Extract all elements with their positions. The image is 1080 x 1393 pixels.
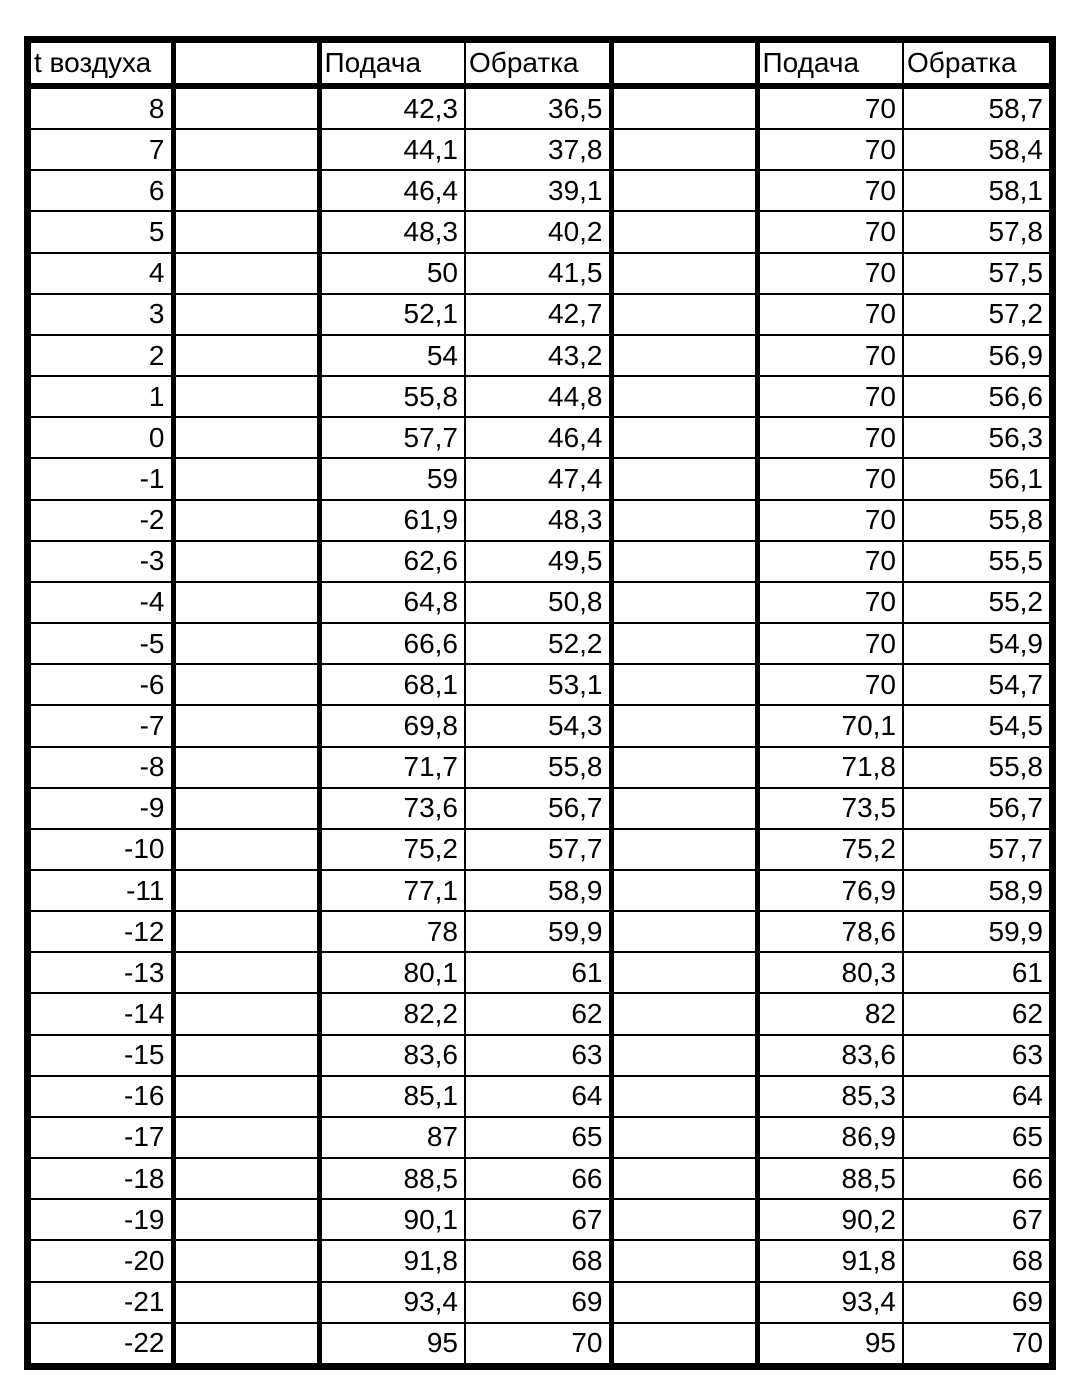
cell-return-1[interactable]: 42,7 bbox=[465, 294, 611, 335]
cell-air-temp[interactable]: -17 bbox=[31, 1117, 173, 1158]
cell-empty-2[interactable] bbox=[611, 664, 757, 705]
cell-empty-1[interactable] bbox=[173, 417, 319, 458]
cell-empty-2[interactable] bbox=[611, 623, 757, 664]
table-row bbox=[31, 1158, 1049, 1199]
cell-empty-2[interactable] bbox=[611, 582, 757, 623]
cell-return-1[interactable]: 70 bbox=[465, 1323, 611, 1363]
cell-return-2[interactable]: 56,1 bbox=[903, 458, 1049, 499]
cell-empty-1[interactable] bbox=[173, 1158, 319, 1199]
cell-return-2[interactable]: 58,7 bbox=[903, 86, 1049, 129]
table-row bbox=[31, 664, 1049, 705]
cell-supply-2[interactable]: 70 bbox=[757, 86, 903, 129]
cell-return-2[interactable]: 58,9 bbox=[903, 870, 1049, 911]
cell-supply-1[interactable]: 80,1 bbox=[319, 952, 465, 993]
cell-air-temp[interactable]: -7 bbox=[31, 705, 173, 746]
cell-air-temp[interactable]: -19 bbox=[31, 1199, 173, 1240]
cell-return-1[interactable]: 64 bbox=[465, 1076, 611, 1117]
cell-supply-1[interactable]: 87 bbox=[319, 1117, 465, 1158]
table-row bbox=[31, 623, 1049, 664]
header-row bbox=[31, 43, 1049, 86]
cell-empty-1[interactable] bbox=[173, 129, 319, 170]
cell-empty-2[interactable] bbox=[611, 870, 757, 911]
cell-supply-1[interactable]: 77,1 bbox=[319, 870, 465, 911]
cell-supply-1[interactable]: 50 bbox=[319, 253, 465, 294]
cell-supply-1[interactable]: 52,1 bbox=[319, 294, 465, 335]
cell-empty-1[interactable] bbox=[173, 664, 319, 705]
cell-return-2[interactable]: 68 bbox=[903, 1240, 1049, 1281]
cell-supply-1[interactable]: 44,1 bbox=[319, 129, 465, 170]
cell-return-1[interactable]: 44,8 bbox=[465, 376, 611, 417]
cell-return-2[interactable]: 56,6 bbox=[903, 376, 1049, 417]
cell-return-1[interactable]: 46,4 bbox=[465, 417, 611, 458]
cell-supply-1[interactable]: 91,8 bbox=[319, 1240, 465, 1281]
cell-return-1[interactable]: 69 bbox=[465, 1282, 611, 1323]
cell-empty-1[interactable] bbox=[173, 1323, 319, 1363]
cell-supply-1[interactable]: 78 bbox=[319, 911, 465, 952]
cell-return-1[interactable]: 40,2 bbox=[465, 211, 611, 252]
table-row bbox=[31, 993, 1049, 1034]
cell-supply-2[interactable]: 70 bbox=[757, 417, 903, 458]
cell-supply-2[interactable]: 70 bbox=[757, 541, 903, 582]
table-row bbox=[31, 294, 1049, 335]
cell-empty-2[interactable] bbox=[611, 417, 757, 458]
cell-empty-2[interactable] bbox=[611, 500, 757, 541]
cell-air-temp[interactable]: 6 bbox=[31, 170, 173, 211]
cell-supply-2[interactable]: 70 bbox=[757, 253, 903, 294]
cell-air-temp[interactable]: -5 bbox=[31, 623, 173, 664]
cell-return-1[interactable]: 57,7 bbox=[465, 829, 611, 870]
table-row bbox=[31, 747, 1049, 788]
table-row bbox=[31, 1323, 1049, 1363]
cell-return-2[interactable]: 56,3 bbox=[903, 417, 1049, 458]
cell-supply-2[interactable]: 73,5 bbox=[757, 788, 903, 829]
cell-return-2[interactable]: 57,5 bbox=[903, 253, 1049, 294]
table-body bbox=[31, 86, 1049, 1363]
cell-empty-1[interactable] bbox=[173, 952, 319, 993]
cell-return-2[interactable]: 64 bbox=[903, 1076, 1049, 1117]
cell-return-1[interactable]: 52,2 bbox=[465, 623, 611, 664]
cell-empty-1[interactable] bbox=[173, 705, 319, 746]
cell-empty-1[interactable] bbox=[173, 253, 319, 294]
cell-empty-1[interactable] bbox=[173, 747, 319, 788]
table-row bbox=[31, 417, 1049, 458]
cell-air-temp[interactable]: -2 bbox=[31, 500, 173, 541]
cell-empty-1[interactable] bbox=[173, 870, 319, 911]
cell-return-1[interactable]: 61 bbox=[465, 952, 611, 993]
cell-supply-1[interactable]: 73,6 bbox=[319, 788, 465, 829]
cell-supply-2[interactable]: 90,2 bbox=[757, 1199, 903, 1240]
table-row bbox=[31, 952, 1049, 993]
cell-return-1[interactable]: 36,5 bbox=[465, 86, 611, 129]
cell-supply-1[interactable]: 90,1 bbox=[319, 1199, 465, 1240]
cell-supply-1[interactable]: 55,8 bbox=[319, 376, 465, 417]
cell-supply-1[interactable]: 66,6 bbox=[319, 623, 465, 664]
cell-empty-2[interactable] bbox=[611, 1117, 757, 1158]
cell-air-temp[interactable]: -6 bbox=[31, 664, 173, 705]
cell-supply-1[interactable]: 69,8 bbox=[319, 705, 465, 746]
cell-empty-1[interactable] bbox=[173, 1035, 319, 1076]
cell-supply-2[interactable]: 86,9 bbox=[757, 1117, 903, 1158]
cell-air-temp[interactable]: -16 bbox=[31, 1076, 173, 1117]
cell-return-2[interactable]: 66 bbox=[903, 1158, 1049, 1199]
cell-return-2[interactable]: 55,5 bbox=[903, 541, 1049, 582]
cell-supply-1[interactable]: 82,2 bbox=[319, 993, 465, 1034]
table-row bbox=[31, 376, 1049, 417]
cell-supply-2[interactable]: 80,3 bbox=[757, 952, 903, 993]
cell-return-2[interactable]: 57,2 bbox=[903, 294, 1049, 335]
cell-return-1[interactable]: 62 bbox=[465, 993, 611, 1034]
cell-supply-2[interactable]: 70,1 bbox=[757, 705, 903, 746]
column-header-return-2[interactable]: Обратка bbox=[903, 43, 1049, 86]
cell-return-2[interactable]: 54,7 bbox=[903, 664, 1049, 705]
cell-return-2[interactable]: 55,2 bbox=[903, 582, 1049, 623]
cell-supply-2[interactable]: 70 bbox=[757, 664, 903, 705]
cell-supply-2[interactable]: 83,6 bbox=[757, 1035, 903, 1076]
cell-return-2[interactable]: 56,7 bbox=[903, 788, 1049, 829]
cell-air-temp[interactable]: -8 bbox=[31, 747, 173, 788]
column-header-empty-2[interactable] bbox=[611, 43, 757, 86]
cell-supply-1[interactable]: 48,3 bbox=[319, 211, 465, 252]
cell-empty-1[interactable] bbox=[173, 788, 319, 829]
cell-return-2[interactable]: 67 bbox=[903, 1199, 1049, 1240]
cell-supply-1[interactable]: 85,1 bbox=[319, 1076, 465, 1117]
cell-supply-2[interactable]: 88,5 bbox=[757, 1158, 903, 1199]
cell-empty-1[interactable] bbox=[173, 829, 319, 870]
cell-supply-2[interactable]: 70 bbox=[757, 458, 903, 499]
cell-return-2[interactable]: 70 bbox=[903, 1323, 1049, 1363]
cell-supply-2[interactable]: 75,2 bbox=[757, 829, 903, 870]
cell-return-1[interactable]: 67 bbox=[465, 1199, 611, 1240]
cell-empty-1[interactable] bbox=[173, 993, 319, 1034]
table-row bbox=[31, 500, 1049, 541]
cell-supply-2[interactable]: 70 bbox=[757, 582, 903, 623]
table-row bbox=[31, 788, 1049, 829]
cell-empty-2[interactable] bbox=[611, 211, 757, 252]
cell-supply-2[interactable]: 70 bbox=[757, 335, 903, 376]
cell-supply-2[interactable]: 70 bbox=[757, 623, 903, 664]
cell-return-1[interactable]: 63 bbox=[465, 1035, 611, 1076]
cell-supply-2[interactable]: 91,8 bbox=[757, 1240, 903, 1281]
cell-supply-2[interactable]: 70 bbox=[757, 500, 903, 541]
column-header-supply-1[interactable]: Подача bbox=[319, 43, 465, 86]
cell-return-2[interactable]: 56,9 bbox=[903, 335, 1049, 376]
cell-supply-1[interactable]: 42,3 bbox=[319, 86, 465, 129]
cell-return-2[interactable]: 63 bbox=[903, 1035, 1049, 1076]
cell-supply-1[interactable]: 57,7 bbox=[319, 417, 465, 458]
cell-supply-1[interactable]: 95 bbox=[319, 1323, 465, 1363]
cell-supply-1[interactable]: 75,2 bbox=[319, 829, 465, 870]
cell-return-1[interactable]: 68 bbox=[465, 1240, 611, 1281]
cell-supply-2[interactable]: 70 bbox=[757, 294, 903, 335]
table-row bbox=[31, 253, 1049, 294]
cell-air-temp[interactable]: -21 bbox=[31, 1282, 173, 1323]
cell-supply-2[interactable]: 71,8 bbox=[757, 747, 903, 788]
cell-return-1[interactable]: 43,2 bbox=[465, 335, 611, 376]
cell-empty-2[interactable] bbox=[611, 993, 757, 1034]
cell-air-temp[interactable]: -18 bbox=[31, 1158, 173, 1199]
cell-return-2[interactable]: 58,4 bbox=[903, 129, 1049, 170]
cell-empty-1[interactable] bbox=[173, 541, 319, 582]
cell-return-1[interactable]: 48,3 bbox=[465, 500, 611, 541]
cell-supply-1[interactable]: 71,7 bbox=[319, 747, 465, 788]
cell-return-1[interactable]: 65 bbox=[465, 1117, 611, 1158]
cell-empty-1[interactable] bbox=[173, 1117, 319, 1158]
cell-return-1[interactable]: 37,8 bbox=[465, 129, 611, 170]
cell-supply-2[interactable]: 70 bbox=[757, 211, 903, 252]
cell-return-1[interactable]: 59,9 bbox=[465, 911, 611, 952]
cell-empty-2[interactable] bbox=[611, 1076, 757, 1117]
cell-supply-2[interactable]: 95 bbox=[757, 1323, 903, 1363]
cell-air-temp[interactable]: 7 bbox=[31, 129, 173, 170]
cell-empty-2[interactable] bbox=[611, 1282, 757, 1323]
cell-supply-1[interactable]: 61,9 bbox=[319, 500, 465, 541]
cell-return-1[interactable]: 53,1 bbox=[465, 664, 611, 705]
cell-empty-1[interactable] bbox=[173, 170, 319, 211]
cell-supply-2[interactable]: 76,9 bbox=[757, 870, 903, 911]
cell-return-1[interactable]: 58,9 bbox=[465, 870, 611, 911]
cell-return-1[interactable]: 55,8 bbox=[465, 747, 611, 788]
cell-air-temp[interactable]: 0 bbox=[31, 417, 173, 458]
cell-return-1[interactable]: 56,7 bbox=[465, 788, 611, 829]
cell-supply-1[interactable]: 59 bbox=[319, 458, 465, 499]
table-row bbox=[31, 170, 1049, 211]
table-row bbox=[31, 129, 1049, 170]
table-row bbox=[31, 1117, 1049, 1158]
cell-air-temp[interactable]: 3 bbox=[31, 294, 173, 335]
table-row bbox=[31, 1282, 1049, 1323]
cell-empty-1[interactable] bbox=[173, 335, 319, 376]
cell-return-2[interactable]: 62 bbox=[903, 993, 1049, 1034]
cell-return-1[interactable]: 47,4 bbox=[465, 458, 611, 499]
cell-empty-2[interactable] bbox=[611, 458, 757, 499]
table-row bbox=[31, 335, 1049, 376]
cell-empty-1[interactable] bbox=[173, 211, 319, 252]
cell-air-temp[interactable]: -20 bbox=[31, 1240, 173, 1281]
table-row bbox=[31, 1199, 1049, 1240]
cell-supply-2[interactable]: 70 bbox=[757, 170, 903, 211]
cell-air-temp[interactable]: -3 bbox=[31, 541, 173, 582]
cell-empty-1[interactable] bbox=[173, 500, 319, 541]
cell-empty-2[interactable] bbox=[611, 541, 757, 582]
cell-return-2[interactable]: 57,8 bbox=[903, 211, 1049, 252]
cell-empty-1[interactable] bbox=[173, 911, 319, 952]
table-row bbox=[31, 1035, 1049, 1076]
cell-return-1[interactable]: 39,1 bbox=[465, 170, 611, 211]
cell-empty-1[interactable] bbox=[173, 1282, 319, 1323]
table-row bbox=[31, 211, 1049, 252]
table-row bbox=[31, 911, 1049, 952]
cell-empty-2[interactable] bbox=[611, 170, 757, 211]
cell-empty-2[interactable] bbox=[611, 1035, 757, 1076]
table-row bbox=[31, 829, 1049, 870]
cell-empty-2[interactable] bbox=[611, 376, 757, 417]
cell-air-temp[interactable]: -11 bbox=[31, 870, 173, 911]
cell-air-temp[interactable]: 8 bbox=[31, 86, 173, 129]
cell-supply-2[interactable]: 82 bbox=[757, 993, 903, 1034]
cell-air-temp[interactable]: -22 bbox=[31, 1323, 173, 1363]
cell-supply-2[interactable]: 70 bbox=[757, 129, 903, 170]
cell-empty-2[interactable] bbox=[611, 747, 757, 788]
cell-empty-1[interactable] bbox=[173, 458, 319, 499]
cell-air-temp[interactable]: -9 bbox=[31, 788, 173, 829]
column-header-supply-2[interactable]: Подача bbox=[757, 43, 903, 86]
cell-empty-2[interactable] bbox=[611, 1199, 757, 1240]
cell-return-2[interactable]: 65 bbox=[903, 1117, 1049, 1158]
cell-return-1[interactable]: 54,3 bbox=[465, 705, 611, 746]
cell-return-2[interactable]: 54,9 bbox=[903, 623, 1049, 664]
cell-return-1[interactable]: 50,8 bbox=[465, 582, 611, 623]
table-row bbox=[31, 705, 1049, 746]
cell-supply-1[interactable]: 46,4 bbox=[319, 170, 465, 211]
cell-supply-1[interactable]: 93,4 bbox=[319, 1282, 465, 1323]
cell-empty-1[interactable] bbox=[173, 1199, 319, 1240]
cell-air-temp[interactable]: -12 bbox=[31, 911, 173, 952]
table-row bbox=[31, 870, 1049, 911]
cell-empty-2[interactable] bbox=[611, 129, 757, 170]
cell-air-temp[interactable]: 4 bbox=[31, 253, 173, 294]
cell-return-2[interactable]: 59,9 bbox=[903, 911, 1049, 952]
cell-air-temp[interactable]: -13 bbox=[31, 952, 173, 993]
temperature-schedule-table bbox=[31, 43, 1049, 1363]
cell-return-2[interactable]: 55,8 bbox=[903, 747, 1049, 788]
table-row bbox=[31, 1076, 1049, 1117]
cell-empty-1[interactable] bbox=[173, 86, 319, 129]
cell-supply-1[interactable]: 62,6 bbox=[319, 541, 465, 582]
cell-empty-1[interactable] bbox=[173, 582, 319, 623]
cell-empty-1[interactable] bbox=[173, 294, 319, 335]
cell-supply-1[interactable]: 83,6 bbox=[319, 1035, 465, 1076]
column-header-empty-1[interactable] bbox=[173, 43, 319, 86]
cell-empty-2[interactable] bbox=[611, 911, 757, 952]
cell-air-temp[interactable]: -10 bbox=[31, 829, 173, 870]
cell-return-2[interactable]: 69 bbox=[903, 1282, 1049, 1323]
cell-empty-1[interactable] bbox=[173, 1076, 319, 1117]
cell-empty-2[interactable] bbox=[611, 1323, 757, 1363]
cell-empty-2[interactable] bbox=[611, 788, 757, 829]
cell-air-temp[interactable]: -4 bbox=[31, 582, 173, 623]
cell-empty-1[interactable] bbox=[173, 376, 319, 417]
cell-return-2[interactable]: 61 bbox=[903, 952, 1049, 993]
cell-empty-2[interactable] bbox=[611, 705, 757, 746]
cell-empty-2[interactable] bbox=[611, 1240, 757, 1281]
cell-empty-2[interactable] bbox=[611, 1158, 757, 1199]
cell-air-temp[interactable]: -15 bbox=[31, 1035, 173, 1076]
cell-air-temp[interactable]: 2 bbox=[31, 335, 173, 376]
cell-empty-2[interactable] bbox=[611, 952, 757, 993]
cell-return-2[interactable]: 55,8 bbox=[903, 500, 1049, 541]
cell-empty-2[interactable] bbox=[611, 294, 757, 335]
spreadsheet-table-frame bbox=[24, 36, 1056, 1370]
table-row bbox=[31, 86, 1049, 129]
table-row bbox=[31, 458, 1049, 499]
cell-return-2[interactable]: 58,1 bbox=[903, 170, 1049, 211]
cell-return-1[interactable]: 41,5 bbox=[465, 253, 611, 294]
table-row bbox=[31, 541, 1049, 582]
cell-empty-2[interactable] bbox=[611, 253, 757, 294]
cell-empty-2[interactable] bbox=[611, 335, 757, 376]
table-row bbox=[31, 582, 1049, 623]
column-header-air-temp[interactable]: t воздуха bbox=[31, 43, 173, 86]
cell-return-1[interactable]: 66 bbox=[465, 1158, 611, 1199]
cell-supply-1[interactable]: 64,8 bbox=[319, 582, 465, 623]
cell-return-2[interactable]: 57,7 bbox=[903, 829, 1049, 870]
cell-supply-2[interactable]: 70 bbox=[757, 376, 903, 417]
cell-air-temp[interactable]: -1 bbox=[31, 458, 173, 499]
cell-empty-2[interactable] bbox=[611, 829, 757, 870]
cell-return-2[interactable]: 54,5 bbox=[903, 705, 1049, 746]
cell-supply-2[interactable]: 93,4 bbox=[757, 1282, 903, 1323]
cell-empty-1[interactable] bbox=[173, 623, 319, 664]
cell-air-temp[interactable]: 1 bbox=[31, 376, 173, 417]
cell-return-1[interactable]: 49,5 bbox=[465, 541, 611, 582]
cell-supply-2[interactable]: 85,3 bbox=[757, 1076, 903, 1117]
cell-air-temp[interactable]: -14 bbox=[31, 993, 173, 1034]
cell-empty-1[interactable] bbox=[173, 1240, 319, 1281]
column-header-return-1[interactable]: Обратка bbox=[465, 43, 611, 86]
cell-supply-1[interactable]: 54 bbox=[319, 335, 465, 376]
table-row bbox=[31, 1240, 1049, 1281]
cell-supply-1[interactable]: 68,1 bbox=[319, 664, 465, 705]
cell-air-temp[interactable]: 5 bbox=[31, 211, 173, 252]
cell-supply-1[interactable]: 88,5 bbox=[319, 1158, 465, 1199]
cell-supply-2[interactable]: 78,6 bbox=[757, 911, 903, 952]
cell-empty-2[interactable] bbox=[611, 86, 757, 129]
